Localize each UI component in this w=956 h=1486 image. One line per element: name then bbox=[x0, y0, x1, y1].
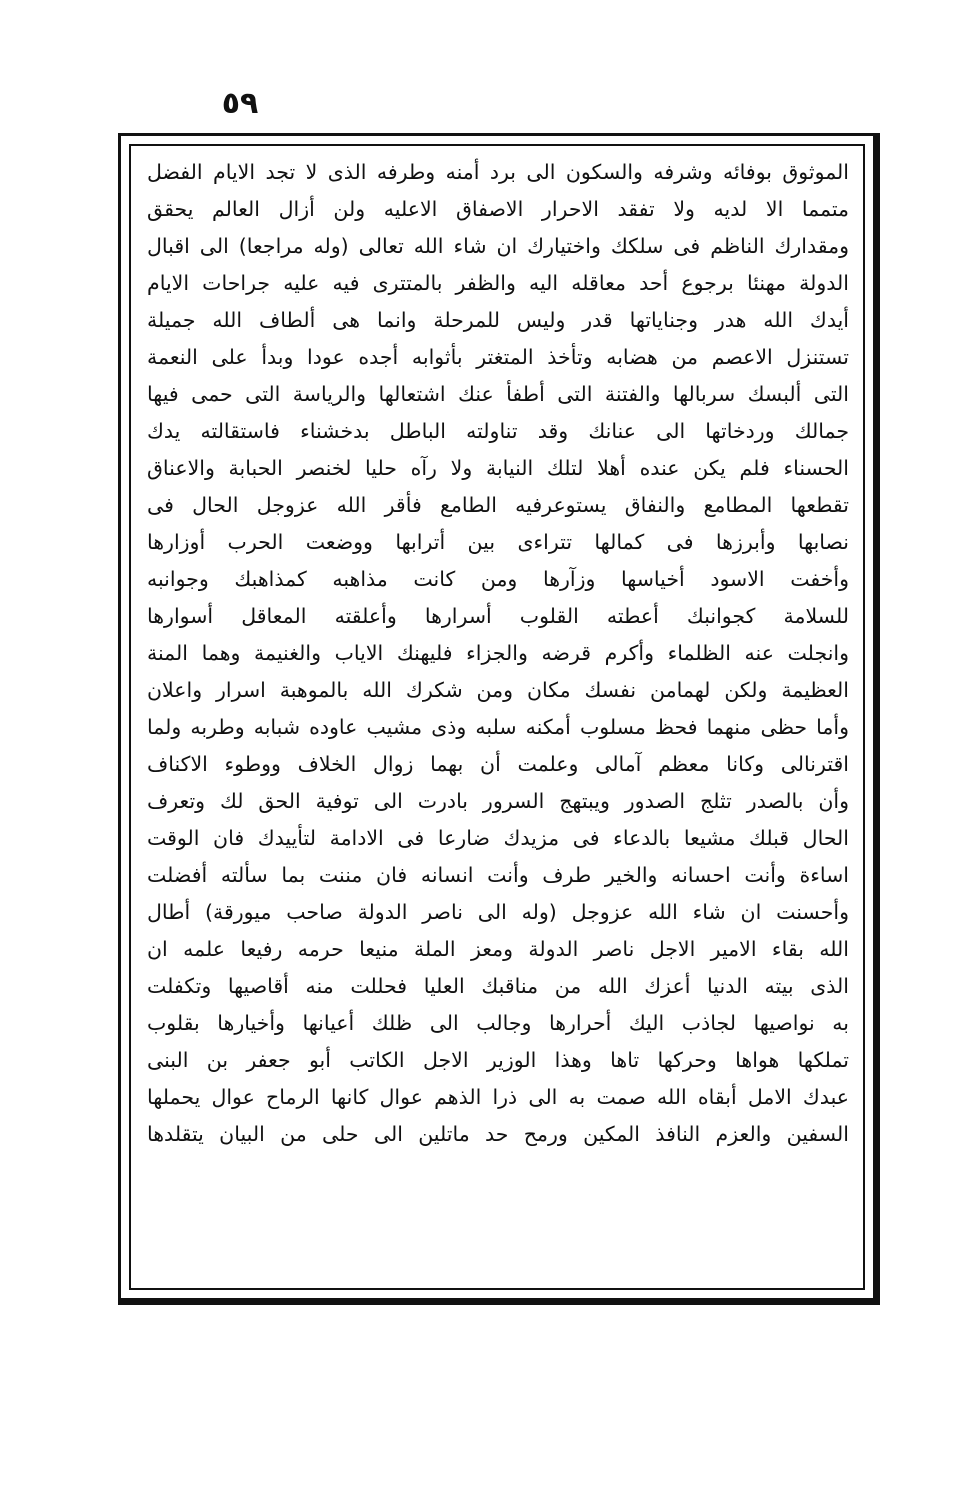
text-line: للسلامة كجوانبك أعطته القلوب أسرارها وأعلقته المعاقل أسوارها bbox=[147, 604, 849, 628]
text-line: الحسناء فلم يكن عنده أهلا لتلك النيابة ولا رآه حليا لخنصر الحبابة والاعناق bbox=[147, 456, 849, 480]
text-line: تقطعها المطامع والنفاق يستوعرفيه الطامع فأقر الله عزوجل الحال فى bbox=[147, 493, 849, 517]
text-line: الله بقاء الامير الاجل ناصر الدولة ومعز الملة منيعا حرمه رفيعا علمه ان bbox=[147, 937, 849, 961]
text-line: وأحسنت ان شاء الله عزوجل (وله الى ناصر الدولة صاحب ميورقة) أطال bbox=[147, 900, 849, 924]
body-text bbox=[147, 154, 849, 1153]
text-line: السفين والعزم النافذ المكين ورمح حد ماتلين الى حلى من البيان يتقلدها bbox=[147, 1122, 849, 1146]
text-line: تملكها هواها وحركها تاها وهذا الوزير الاجل الكاتب أبو جعفر بن البنى bbox=[147, 1048, 849, 1072]
text-line: العظيمة ولكن لهمامن نفسك مكان ومن شكرك الله بالموهبة اسرار واعلان bbox=[147, 678, 849, 702]
text-line: تستنزل الاعصم من هضابه وتأخذ المتغتر بأثوابه أجده عودا وبدأ على النعمة bbox=[147, 345, 849, 369]
text-line: الدولة مهنئا برجوع أحد معاقله اليه والظفر بالمتترى فيه عليه جراحات الايام bbox=[147, 271, 849, 295]
text-line: به نواصيها لجاذب اليك أحرارها وجالب الى ظلك أعيانها وأخيارها بقلوب bbox=[147, 1011, 849, 1035]
text-line: نصابها وأبرزها فى كمالها تتراءى بين أترابها ووضعت الحرب أوزارها bbox=[147, 530, 849, 554]
text-line: التى ألبسك سربالها والفتنة التى أطفأ عنك اشتعالها والرياسة التى حمى فيها bbox=[147, 382, 849, 406]
text-line: الموثوق بوفائه وشرفه والسكون الى برد أمنه وطرفه الذى لا تجد الايام الفضل bbox=[147, 160, 849, 184]
page-number: ٥٩ bbox=[221, 86, 259, 121]
text-line: اساءة وأنت احسانه والخير طرف وأنت انسانه فان مننت بما سألته أفضلت bbox=[147, 863, 849, 887]
text-line: وأما حظى منهما فحظ مسلوب أمكنه سلبه وذى مشيب عاوده شبابه وطربه ولما bbox=[147, 715, 849, 739]
text-line: جمالك وردخاتها الى عنانك وقد تناولته الباطل بدخشناء فاستقالته يدك bbox=[147, 419, 849, 443]
text-line: اقترنالى وكانا معظم آمالى وعلمت أن بهما زوال الخلاف ووطوء الاكناف bbox=[147, 752, 849, 776]
text-line: عبدك الامل أبقاه الله صمت به الى ذرا الذهم عوال كانها الرماح عوال يحملها bbox=[147, 1085, 849, 1109]
text-line: وأخفت الاسود أخياسها وزآرها ومن كانت مذاهبه كمذاهبك وجوانبه bbox=[147, 567, 849, 591]
text-line: الذى بيته الدنيا أعزك الله من مناقبك العليا فحللت منه أقاصيها وتكفلت bbox=[147, 974, 849, 998]
text-line: وأن بالصدر تثلج الصدور ويبتهج السرور بادرت الى توفية الحق لك وتعرف bbox=[147, 789, 849, 813]
text-line: ومقدارك الناظم فى سلكك واختيارك ان شاء الله تعالى (وله مراجعا) الى اقبال bbox=[147, 234, 849, 258]
text-line: وانجلت عنه الظلماء وأكرم قرضه والجزاء فليهنك الاياب والغنيمة وهما المنة bbox=[147, 641, 849, 665]
text-line: أيدك الله هدر وجناياتها قدر وليس للمرحلة وانما هى ألطاف الله جميلة bbox=[147, 308, 849, 332]
text-line: الحال قبلك مشيعا بالدعاء فى مزيدك ضارعا فى الادامة لتأييدك فان الوقت bbox=[147, 826, 849, 850]
page-border bbox=[118, 133, 880, 1305]
text-line: متمما الا لديه ولا تفقد الاحرار الاصفاق الاعليه ولن أزال العالم يحقق bbox=[147, 197, 849, 221]
